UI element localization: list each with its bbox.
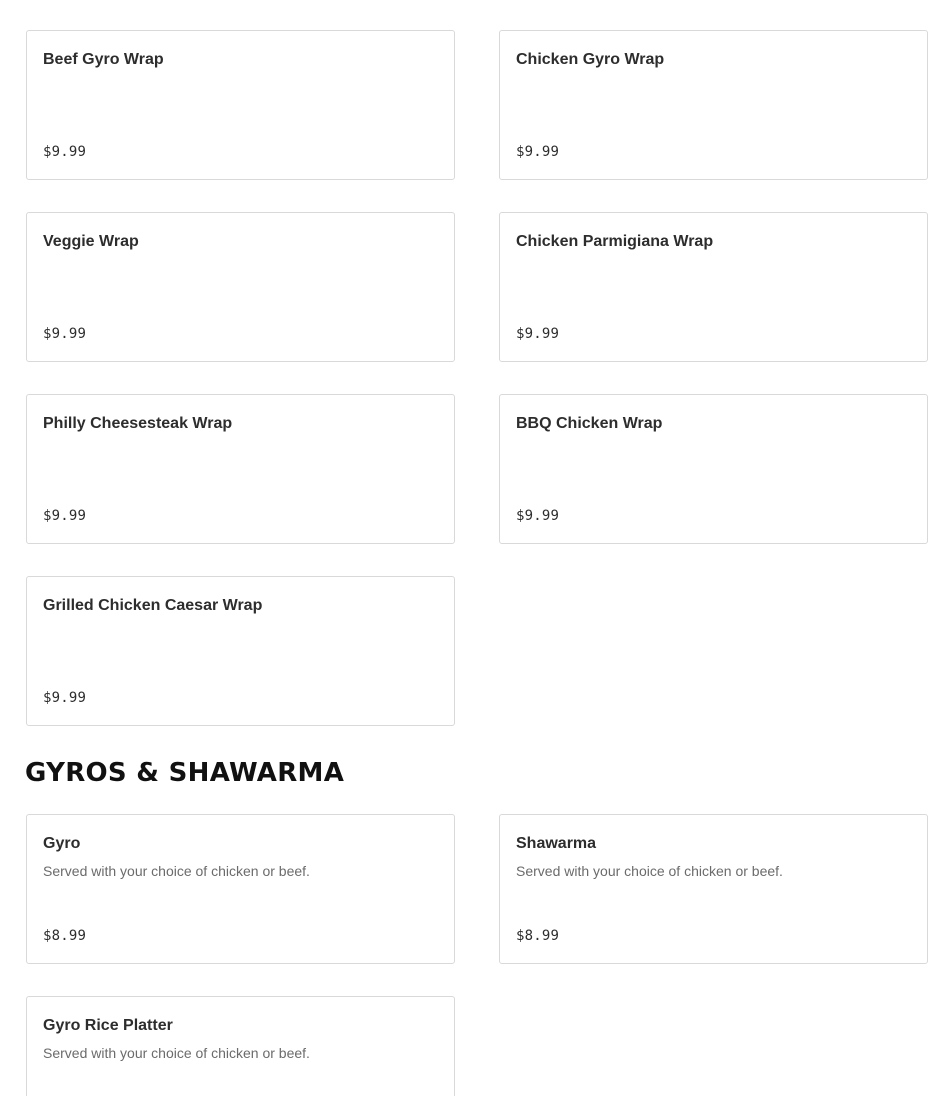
menu-item-card[interactable] xyxy=(499,30,928,180)
menu-item-price: $8.99 xyxy=(43,928,87,944)
menu-item-name: Gyro Rice Platter xyxy=(43,1017,173,1034)
menu-item-name: Chicken Gyro Wrap xyxy=(516,51,665,68)
section-title: GYROS & SHAWARMA xyxy=(25,758,345,788)
menu-item-name: BBQ Chicken Wrap xyxy=(516,415,663,432)
menu-item-name: Gyro xyxy=(43,835,81,852)
menu-item-price: $9.99 xyxy=(516,144,560,160)
menu-item-name: Grilled Chicken Caesar Wrap xyxy=(43,597,263,614)
menu-item-card[interactable] xyxy=(26,996,455,1096)
menu-item-name: Shawarma xyxy=(516,835,597,852)
menu-item-description: Served with your choice of chicken or beef. xyxy=(516,863,783,879)
menu-item-price: $9.99 xyxy=(43,144,87,160)
menu-item-price: $9.99 xyxy=(43,690,87,706)
menu-item-name: Beef Gyro Wrap xyxy=(43,51,164,68)
menu-item-card[interactable] xyxy=(26,576,455,726)
menu-item-price: $9.99 xyxy=(516,326,560,342)
menu-item-price: $9.99 xyxy=(43,508,87,524)
menu-item-name: Chicken Parmigiana Wrap xyxy=(516,233,714,250)
menu-item-card[interactable] xyxy=(499,814,928,964)
menu-item-description: Served with your choice of chicken or beef. xyxy=(43,1045,310,1061)
menu-item-price: $9.99 xyxy=(43,326,87,342)
menu-item-card[interactable] xyxy=(26,814,455,964)
menu-item-name: Philly Cheesesteak Wrap xyxy=(43,415,233,432)
menu-item-name: Veggie Wrap xyxy=(43,233,139,250)
menu-item-price: $9.99 xyxy=(516,508,560,524)
menu-item-card[interactable] xyxy=(26,212,455,362)
menu-item-card[interactable] xyxy=(26,30,455,180)
menu-item-card[interactable] xyxy=(499,394,928,544)
menu-item-price: $8.99 xyxy=(516,928,560,944)
menu-item-description: Served with your choice of chicken or beef. xyxy=(43,863,310,879)
menu-item-card[interactable] xyxy=(499,212,928,362)
menu-item-card[interactable] xyxy=(26,394,455,544)
